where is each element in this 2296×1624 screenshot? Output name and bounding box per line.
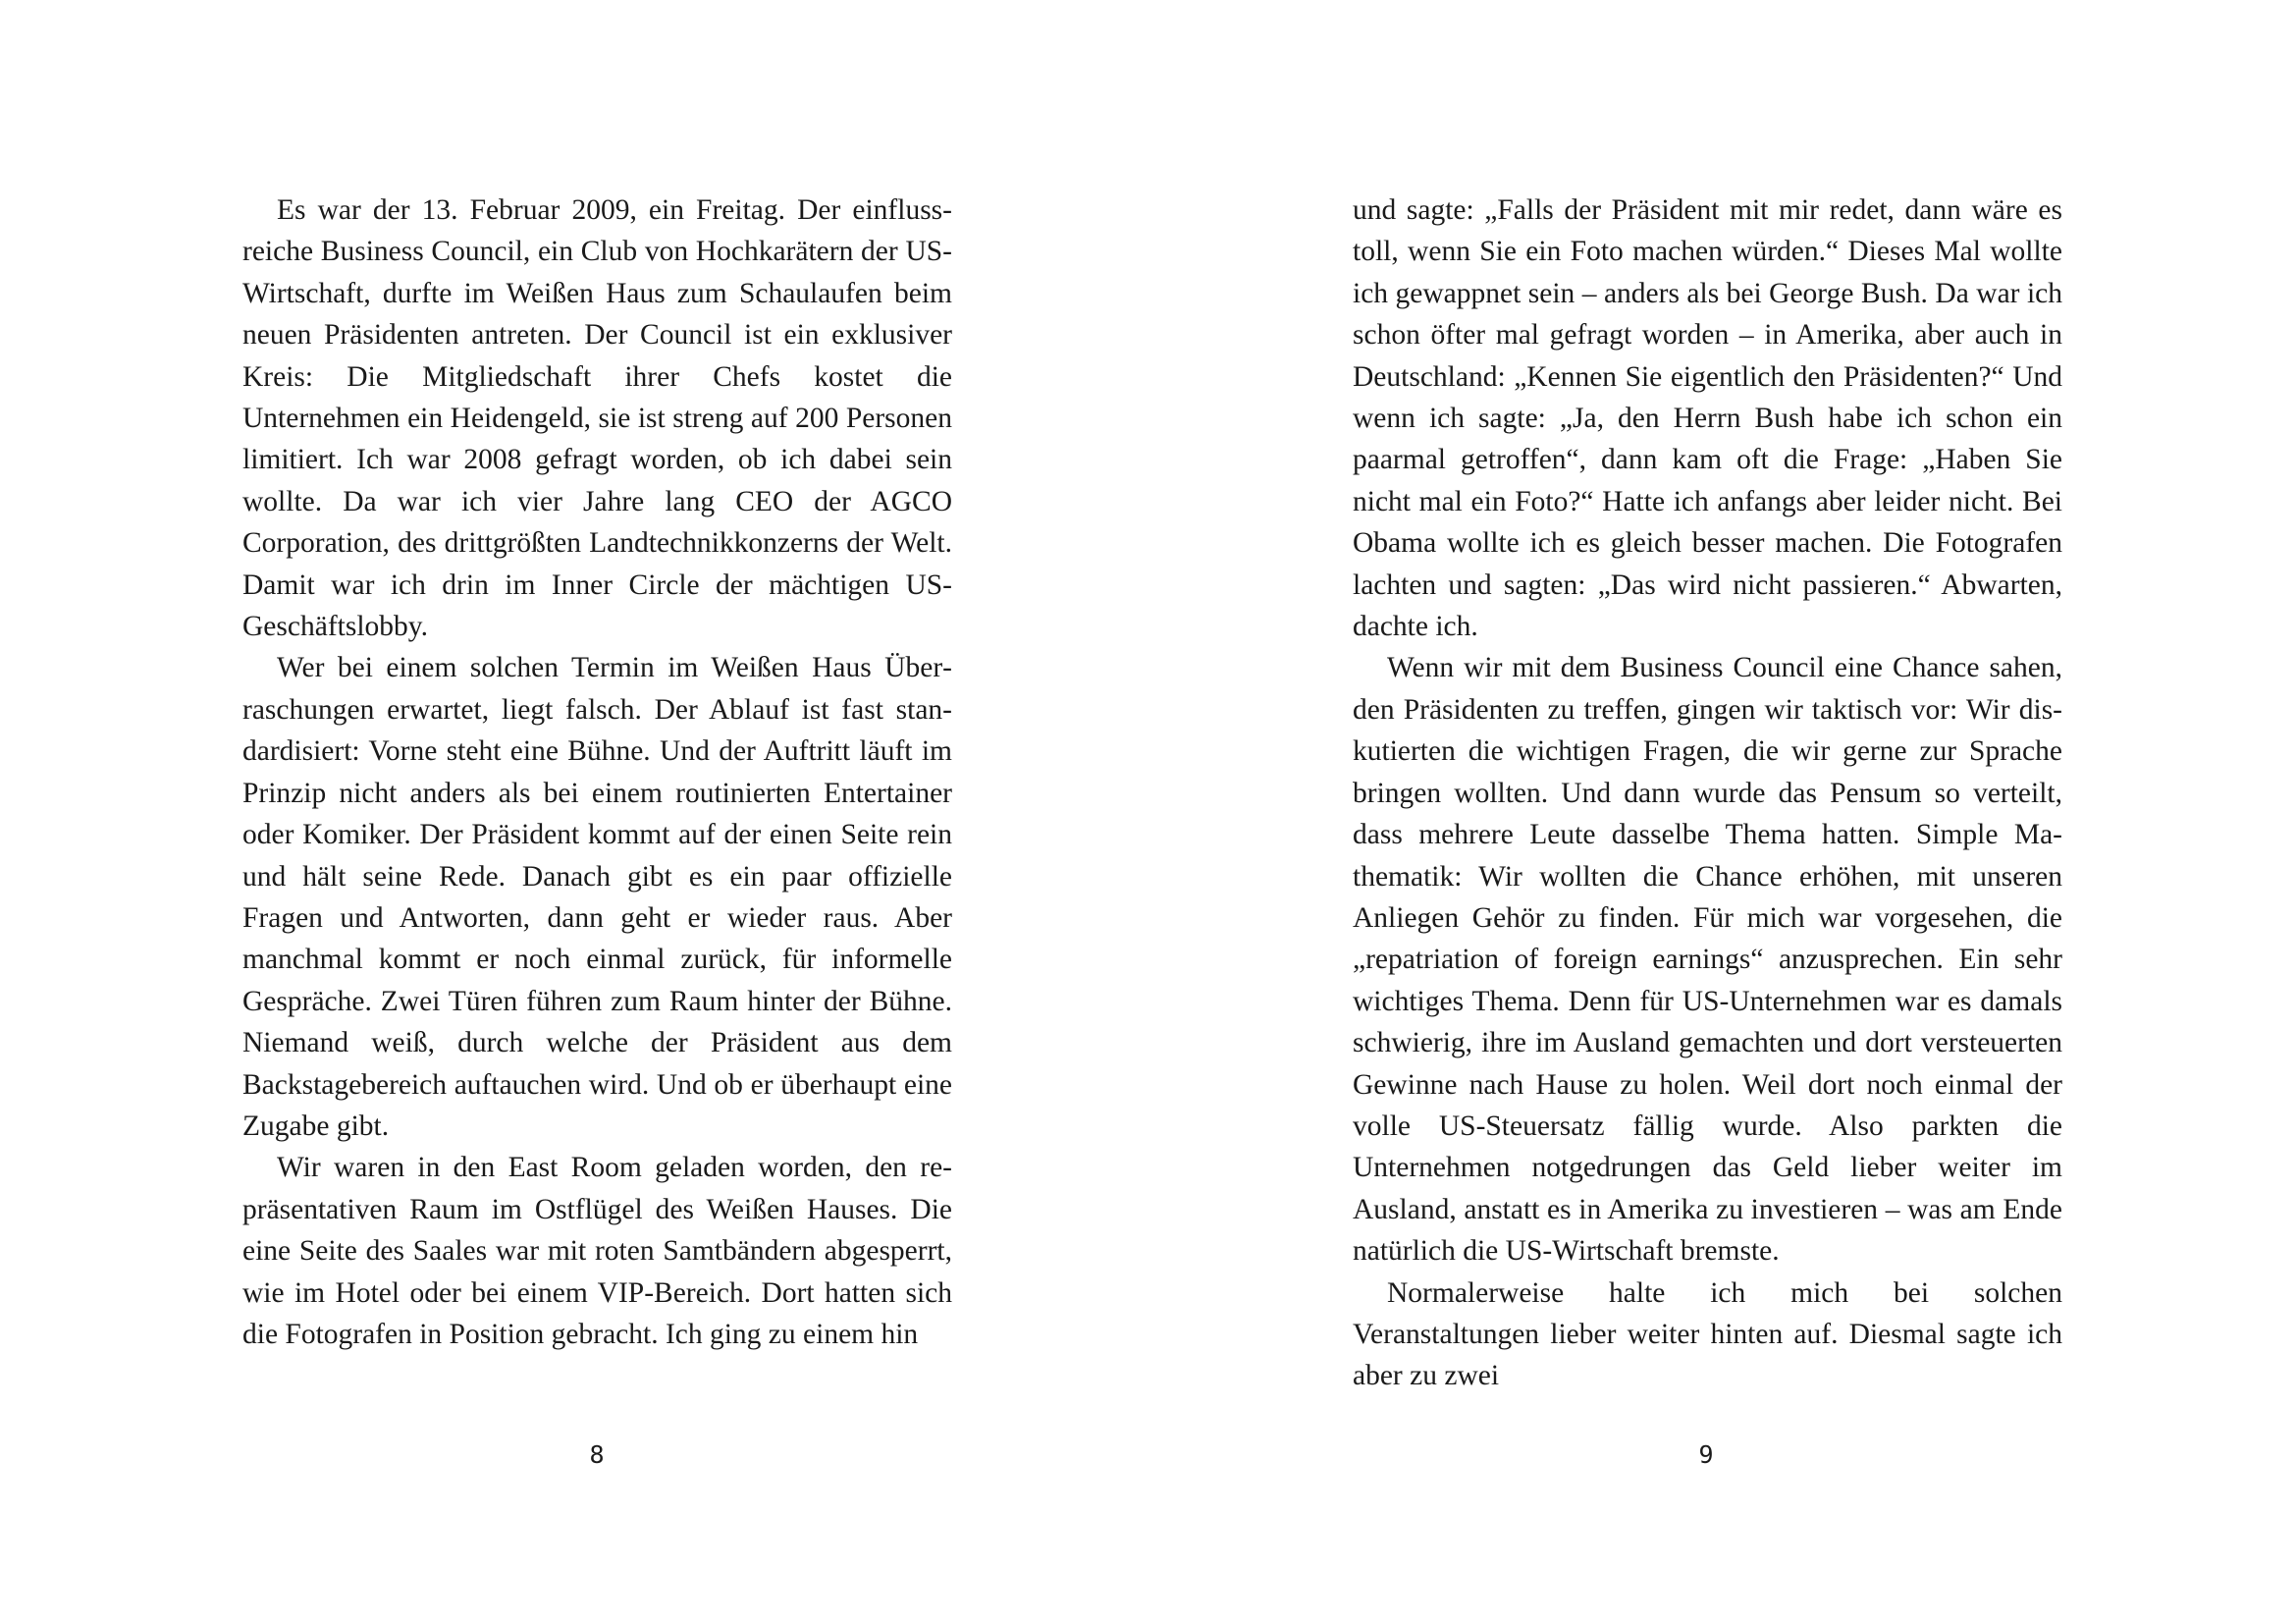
right-page [1148,0,2296,1624]
paragraph: Wir waren in den East Room geladen worden, den repräsentativen Raum im Ostflügel des Weißen Hauses. Die eine Seite des Saales war mit roten Samtbändern abgesperrt, wie im Hotel oder bei einem VIP-Bereich. Dort hatten sich die Fotografen in Position gebracht. Ich ging zu einem hin [242,1152,952,1350]
paragraph: Wenn wir mit dem Business Council eine Chance sahen, den Präsidenten zu treffen, gingen wir taktisch vor: Wir diskutierten die wichtigen Fragen, die wir gerne zur Sprache bringen wollten. Und dann wurde das Pensum so verteilt, dass mehrere Leute dasselbe Thema hatten. Simple Mathematik: Wir wollten die Chance erhöhen, mit unseren Anliegen Gehör zu finden. Für mich war vorgesehen, die „repatriation of foreign earnings“ anzusprechen. Ein sehr wichtiges Thema. Denn für US-Unternehmen war es damals schwierig, ihre im Ausland gemachten und dort versteuerten Gewinne nach Hause zu holen. Weil dort noch einmal der volle US-Steuersatz fällig wurde. Also parkten die Unternehmen notgedrungen das Geld lieber weiter im Ausland, anstatt es in Amerika zu investieren – was am Ende natürlich die US-Wirtschaft bremste. [1353,652,2062,1268]
right-page-text [1353,189,2062,1397]
paragraph: Es war der 13. Februar 2009, ein Freitag. Der einflussreiche Business Council, ein Club von Hochkarätern der US-Wirtschaft, durfte im Weißen Haus zum Schaulaufen beim neuen Präsidenten antreten. Der Council ist ein exklusiver Kreis: Die Mitgliedschaft ihrer Chefs kostet die Unternehmen ein Heidengeld, sie ist streng auf 200 Personen limitiert. Ich war 2008 gefragt worden, ob ich dabei sein wollte. Da war ich vier Jahre lang CEO der AGCO Corporation, des drittgrößten Landtechnikkonzerns der Welt. Damit war ich drin im Inner Circle der mächtigen US-Geschäftslobby. [242,194,952,643]
page-number: 8 [589,1440,605,1469]
paragraph: und sagte: „Falls der Präsident mit mir redet, dann wäre es toll, wenn Sie ein Foto machen würden.“ Dieses Mal wollte ich gewappnet sein – anders als bei George Bush. Da war ich schon öfter mal gefragt worden – in Amerika, aber auch in Deutschland: „Kennen Sie eigentlich den Präsidenten?“ Und wenn ich sagte: „Ja, den Herrn Bush habe ich schon ein paarmal getroffen“, dann kam oft die Frage: „Haben Sie nicht mal ein Foto?“ Hatte ich anfangs aber leider nicht. Bei Obama wollte ich es gleich besser machen. Die Fotografen lachten und sagten: „Das wird nicht passieren.“ Abwarten, dachte ich. [1353,194,2062,643]
paragraph: Normalerweise halte ich mich bei solchen Veranstaltungen lieber weiter hinten auf. Diesmal sagte ich aber zu zwei [1353,1276,2062,1392]
left-page-text [242,189,952,1355]
paragraph: Wer bei einem solchen Termin im Weißen Haus Überraschungen erwartet, liegt falsch. Der Ablauf ist fast standardisiert: Vorne steht eine Bühne. Und der Auftritt läuft im Prinzip nicht anders als bei einem routinierten Entertainer oder Komiker. Der Präsident kommt auf der einen Seite rein und hält seine Rede. Danach gibt es ein paar offizielle Fragen und Antworten, dann geht er wieder raus. Aber manchmal kommt er noch einmal zurück, für informelle Gespräche. Zwei Türen führen zum Raum hinter der Bühne. Niemand weiß, durch welche der Präsident aus dem Backstagebereich auftauchen wird. Und ob er überhaupt eine Zugabe gibt. [242,652,952,1142]
page-number: 9 [1698,1440,1714,1469]
